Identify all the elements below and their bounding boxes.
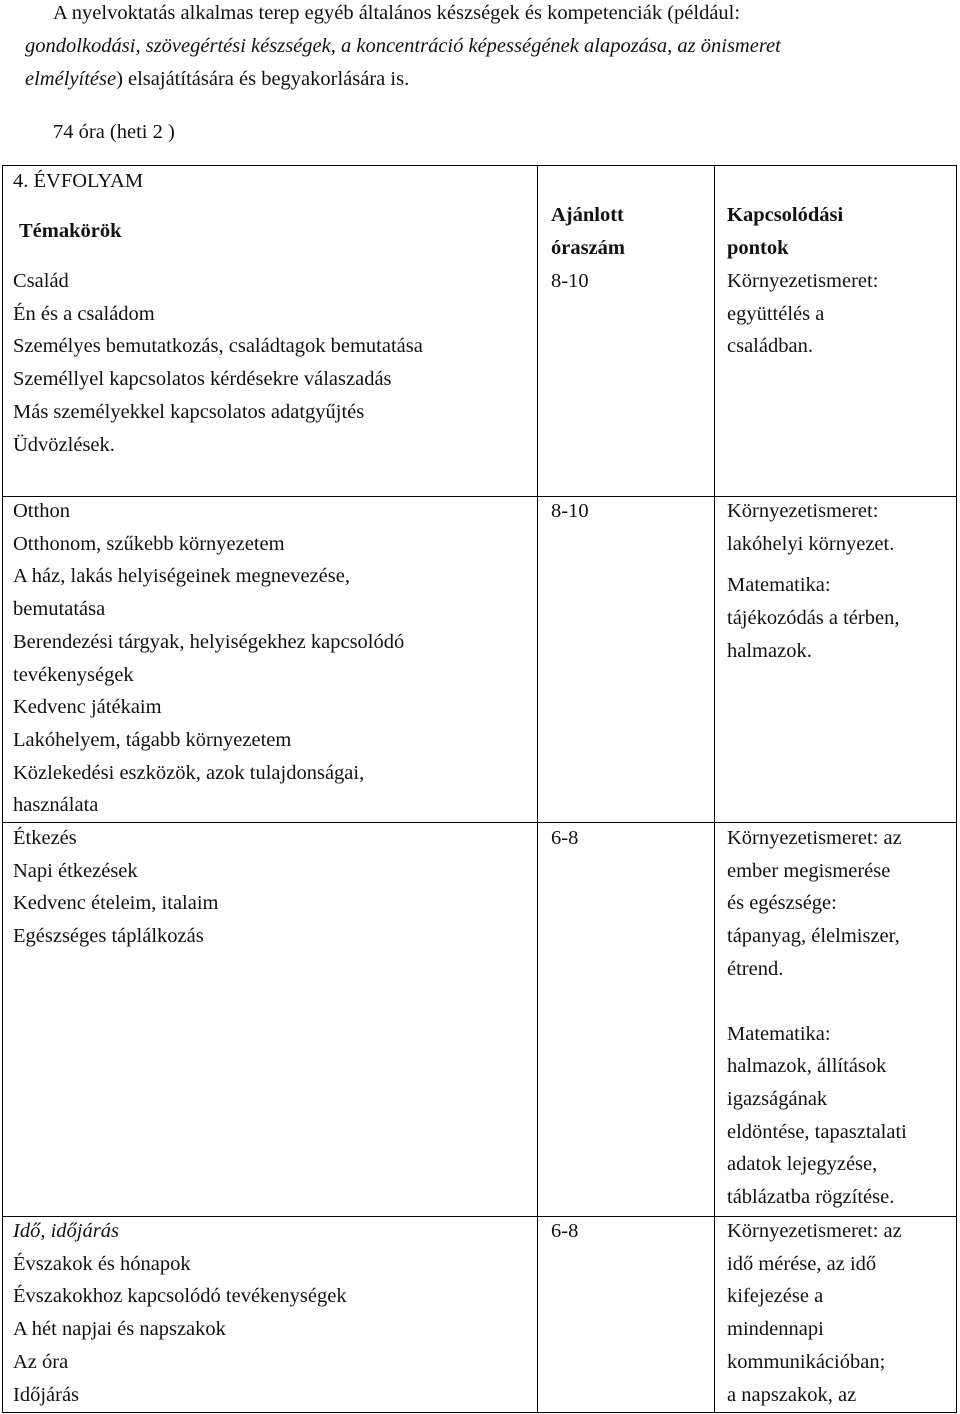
row-1-links: Környezetismeret: együttélés a családban. <box>727 270 879 358</box>
intro-line-1: A nyelvoktatás alkalmas terep egyéb általános készségek és kompetenciák (például: <box>53 2 741 24</box>
intro-line-2: gondolkodási, szövegértési készségek, a koncentráció képességének alapozása, az önismeret <box>25 35 781 57</box>
row-2-hours: 8-10 <box>551 500 589 522</box>
row-4-hours: 6-8 <box>551 1220 579 1242</box>
intro-line-3-italic: elmélyítése <box>25 68 117 90</box>
row-1-hours: 8-10 <box>551 270 589 292</box>
grade-title: 4. ÉVFOLYAM <box>13 170 144 192</box>
row-2-links: Környezetismeret: lakóhelyi környezet. Matematika: tájékozódás a térben, halmazok. <box>727 500 900 662</box>
table-border-bottom <box>2 1412 957 1413</box>
row-1-topics: Család Én és a családom Személyes bemutatkozás, családtagok bemutatása Személlyel kapcsolatos kérdésekre válaszadás Más személyekkel kapcsolatos adatgyűjtés Üdvözlések. <box>13 270 423 456</box>
weekly-hours: 74 óra (heti 2 ) <box>53 121 175 143</box>
row-2-topics: Otthon Otthonom, szűkebb környezetem A ház, lakás helyiségeinek megnevezése, bemutatása Berendezési tárgyak, helyiségekhez kapcsolódó tevékenységek Kedvenc játékaim Lakóhelyem, tágabb környezetem Közlekedési eszközök, azok tulajdonságai, használata <box>13 500 405 817</box>
row-3-hours: 6-8 <box>551 827 579 849</box>
header-hours: Ajánlott óraszám <box>551 204 626 259</box>
row-3-links: Környezetismeret: az ember megismerése és egészsége: tápanyag, élelmiszer, étrend. Matematika: halmazok, állítások igazságának eldöntése, tapasztalati adatok lejegyzése, táblázatba rögzítése. <box>727 827 907 1209</box>
row-4-topics: Idő, időjárás Évszakok és hónapok Évszakokhoz kapcsolódó tevékenységek A hét napjai és napszakok Az óra Időjárás <box>13 1220 347 1406</box>
row-4-links: Környezetismeret: az idő mérése, az idő kifejezése a mindennapi kommunikációban; a napszakok, az <box>727 1220 902 1406</box>
intro-line-3 <box>25 63 409 96</box>
table-border-left <box>2 165 3 1413</box>
table-column-divider <box>714 165 715 1413</box>
row-3-topics: Étkezés Napi étkezések Kedvenc ételeim, italaim Egészséges táplálkozás <box>13 827 219 948</box>
table-column-divider <box>537 165 538 1413</box>
table-border-top <box>2 165 957 166</box>
intro-line-3-rest: ) elsajátítására és begyakorlására is. <box>116 68 410 90</box>
header-topics: Témakörök <box>19 220 122 242</box>
table-border-right <box>956 165 957 1413</box>
header-links: Kapcsolódási pontok <box>727 204 844 259</box>
